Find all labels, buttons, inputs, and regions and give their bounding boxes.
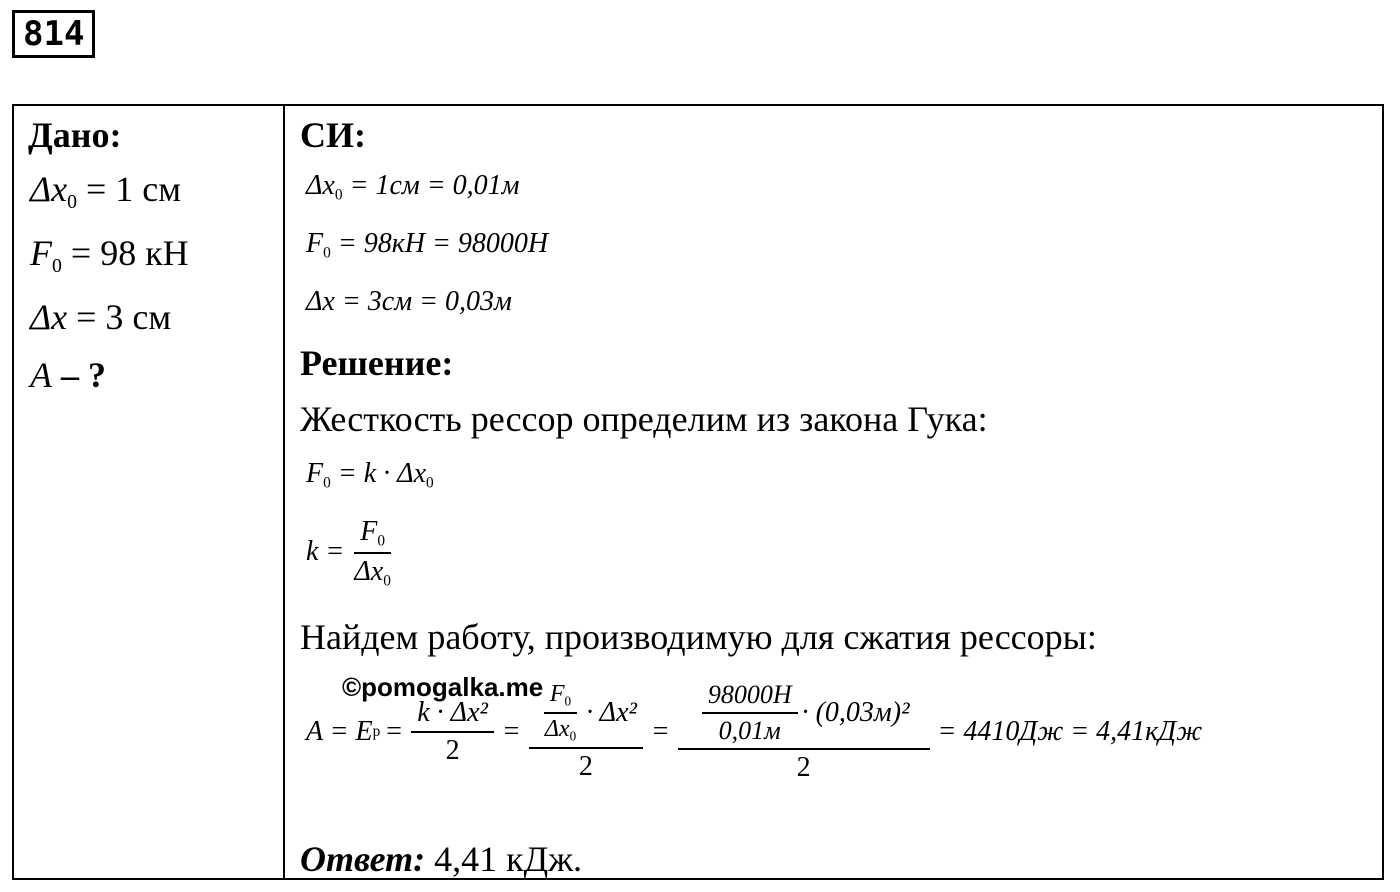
work-fraction-3-inner bbox=[702, 680, 798, 746]
work-fraction-3-num bbox=[678, 680, 930, 750]
given-line-1-symbol: Δx bbox=[30, 169, 68, 209]
si-line-3-value: = 3см = 0,03м bbox=[334, 286, 512, 317]
work-fraction-3-den: 2 bbox=[796, 752, 811, 783]
work-lhs-sub: p bbox=[372, 723, 381, 740]
equals-sign-2: = bbox=[501, 716, 521, 747]
hooke-rhs: = k · Δx bbox=[330, 458, 426, 489]
given-line-2 bbox=[30, 232, 189, 278]
hooke-lhs: F bbox=[306, 458, 324, 489]
given-line-1-sub: 0 bbox=[67, 190, 77, 213]
hooke-rhs-sub: 0 bbox=[426, 474, 434, 492]
si-line-1-sub: 0 bbox=[334, 186, 343, 204]
column-divider bbox=[283, 104, 285, 880]
work-fraction-1 bbox=[411, 697, 494, 767]
work-fraction-3 bbox=[678, 680, 930, 784]
si-line-2 bbox=[306, 228, 548, 262]
given-line-4-value: – ? bbox=[52, 355, 106, 395]
given-line-2-value: = 98 кН bbox=[61, 233, 189, 273]
work-fraction-2-inner-den bbox=[539, 714, 582, 745]
si-line-1-value: = 1см = 0,01м bbox=[342, 170, 520, 201]
si-line-2-sub: 0 bbox=[323, 244, 331, 262]
solution-text-work: Найдем работу, производимую для сжатия рессоры: bbox=[300, 617, 1097, 657]
work-fraction-2-inner-num bbox=[544, 681, 577, 714]
solution-heading: Решение: bbox=[300, 343, 454, 383]
work-formula bbox=[306, 672, 1202, 792]
si-line-1 bbox=[306, 170, 520, 204]
work-fraction-2-num bbox=[529, 681, 643, 748]
stiffness-numerator bbox=[354, 516, 391, 554]
stiffness-formula bbox=[306, 516, 401, 591]
hooke-lhs-sub: 0 bbox=[323, 474, 331, 492]
si-line-3-symbol: Δx bbox=[306, 286, 335, 317]
problem-number: 814 bbox=[12, 10, 95, 58]
work-fraction-1-den: 2 bbox=[445, 735, 460, 766]
stiffness-lhs: k = bbox=[306, 535, 345, 567]
equals-sign-3: = bbox=[650, 716, 670, 747]
stiffness-fraction bbox=[348, 516, 397, 591]
work-result: = 4410Дж = 4,41кДж bbox=[937, 716, 1203, 747]
work-fraction-3-inner-den: 0,01м bbox=[718, 716, 781, 745]
work-fraction-2 bbox=[529, 681, 643, 782]
si-line-2-symbol: F bbox=[306, 228, 324, 259]
work-fraction-2-inner bbox=[539, 681, 582, 744]
given-line-3-symbol: Δx bbox=[30, 297, 68, 337]
given-line-3 bbox=[30, 296, 171, 342]
work-fraction-2-inner-num-sub: 0 bbox=[564, 694, 572, 709]
equals-sign-1: = bbox=[384, 716, 404, 747]
given-line-1 bbox=[30, 168, 181, 214]
si-line-3 bbox=[306, 286, 512, 320]
work-fraction-2-den: 2 bbox=[578, 750, 593, 782]
answer-value: 4,41 кДж. bbox=[425, 839, 583, 879]
work-fraction-3-tail: · (0,03м)² bbox=[801, 697, 910, 728]
si-line-1-symbol: Δx bbox=[306, 170, 335, 201]
watermark: ©pomogalka.me bbox=[342, 672, 544, 702]
work-fraction-2-inner-num-symbol: F bbox=[549, 681, 565, 708]
stiffness-den-sub: 0 bbox=[383, 572, 391, 590]
solution-text-hooke: Жесткость рессор определим из закона Гука: bbox=[300, 399, 988, 439]
work-fraction-3-inner-num: 98000Н bbox=[702, 680, 798, 714]
work-fraction-1-num: k · Δx² bbox=[411, 697, 494, 733]
given-line-2-sub: 0 bbox=[52, 254, 62, 277]
given-line-4-symbol: A bbox=[30, 355, 52, 395]
given-heading: Дано: bbox=[28, 115, 122, 155]
stiffness-den-symbol: Δx bbox=[354, 556, 384, 588]
stiffness-num-symbol: F bbox=[360, 516, 378, 547]
given-line-3-value: = 3 см bbox=[67, 297, 172, 337]
stiffness-num-sub: 0 bbox=[377, 532, 386, 550]
hooke-law-formula bbox=[306, 458, 434, 492]
given-line-4 bbox=[30, 354, 106, 400]
given-line-1-value: = 1 см bbox=[77, 169, 182, 209]
si-heading: СИ: bbox=[300, 115, 366, 155]
answer-line bbox=[300, 838, 582, 880]
work-fraction-2-tail: · Δx² bbox=[586, 697, 637, 728]
work-fraction-2-inner-den-sub: 0 bbox=[569, 728, 577, 744]
stiffness-denominator bbox=[348, 554, 397, 590]
work-fraction-2-inner-den-symbol: Δx bbox=[544, 716, 570, 742]
work-lhs: A = E bbox=[306, 716, 373, 747]
answer-label: Ответ: bbox=[300, 839, 426, 879]
given-line-2-symbol: F bbox=[30, 233, 52, 273]
si-line-2-value: = 98кН = 98000Н bbox=[330, 228, 549, 259]
